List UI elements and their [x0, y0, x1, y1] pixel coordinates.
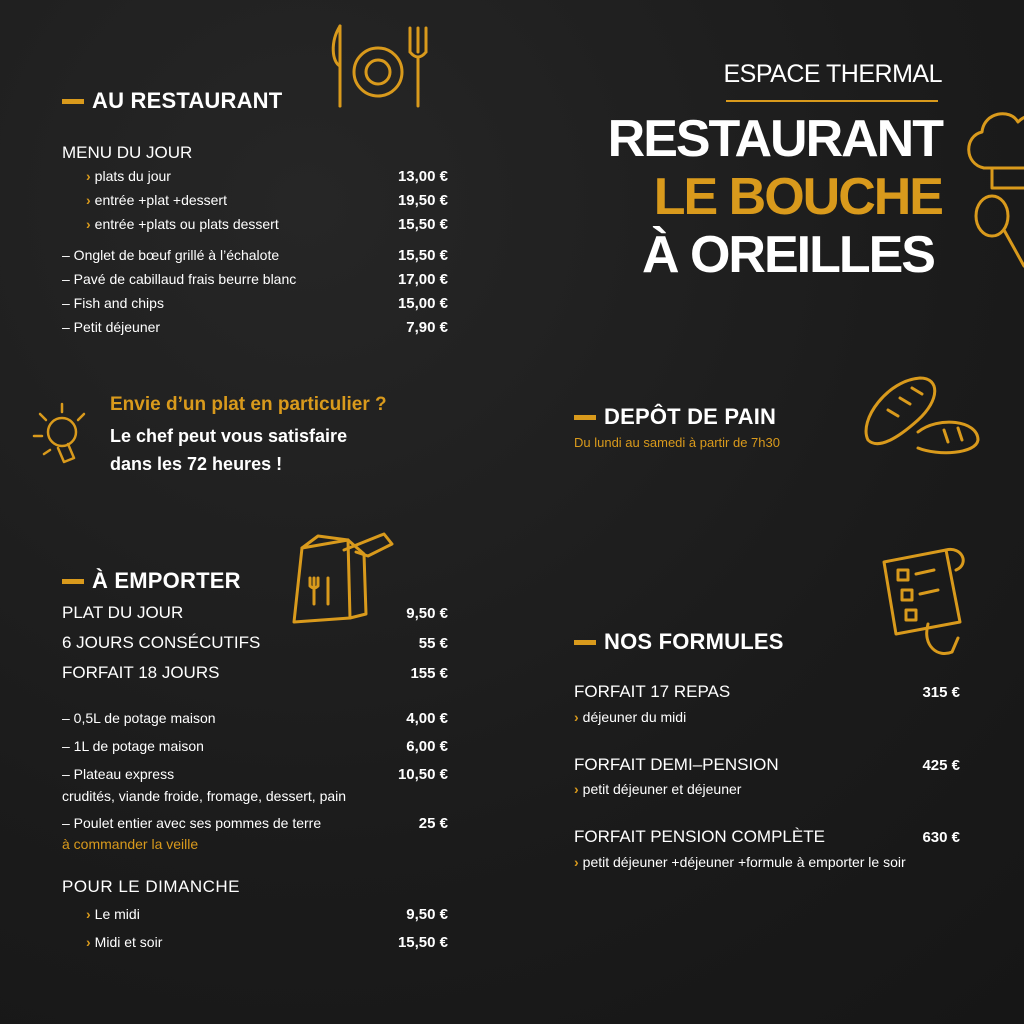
takeaway-item: – Poulet entier avec ses pommes de terre 25 €: [62, 815, 448, 832]
takeaway-plan: 6 JOURS CONSÉCUTIFS 55 €: [62, 633, 448, 652]
takeaway-section-title: À EMPORTER: [62, 568, 241, 594]
chevron-right-icon: ›: [86, 168, 91, 184]
restaurant-title-line1: RESTAURANT: [607, 110, 942, 168]
promo-headline: Envie d’un plat en particulier ?: [110, 394, 387, 415]
takeaway-item-note: crudités, viande froide, fromage, dessert, pain: [62, 788, 347, 804]
bread-section-title: DEPÔT DE PAIN: [574, 404, 776, 430]
takeaway-item-note: à commander la veille: [62, 836, 199, 852]
bread-icon: [858, 370, 982, 460]
chevron-right-icon: ›: [86, 934, 91, 950]
takeaway-item: – 1L de potage maison 6,00 €: [62, 738, 448, 755]
takeaway-item: – Plateau express 10,50 €: [62, 766, 448, 783]
takeaway-plan: PLAT DU JOUR 9,50 €: [62, 603, 448, 622]
chevron-right-icon: ›: [86, 906, 91, 922]
chevron-right-icon: ›: [86, 192, 91, 208]
dish-item: – Onglet de bœuf grillé à l’échalote 15,50 €: [62, 247, 448, 264]
cutlery-plate-icon: [326, 22, 432, 112]
chef-hat-spoon-icon: [962, 98, 1024, 278]
bread-hours: Du lundi au samedi à partir de 7h30: [574, 435, 780, 450]
header-subtitle: ESPACE THERMAL: [723, 60, 942, 88]
formula-item: FORFAIT 17 REPAS 315 €: [574, 682, 960, 701]
title-bar: [574, 640, 596, 645]
promo-line2: dans les 72 heures !: [110, 454, 283, 474]
sunday-item: › Le midi 9,50 €: [86, 906, 448, 923]
menu-item: › plats du jour 13,00 €: [86, 168, 448, 185]
restaurant-title-line2: LE BOUCHE: [653, 168, 942, 226]
chevron-right-icon: ›: [86, 216, 91, 232]
chevron-right-icon: ›: [574, 709, 579, 725]
order-list-icon: [872, 546, 972, 662]
formula-item: FORFAIT PENSION COMPLÈTE 630 €: [574, 827, 960, 846]
menu-item: › entrée +plats ou plats dessert 15,50 €: [86, 216, 448, 233]
formulas-section-title: NOS FORMULES: [574, 629, 784, 655]
title-bar: [62, 579, 84, 584]
chevron-right-icon: ›: [574, 854, 579, 870]
title-bar: [574, 415, 596, 420]
restaurant-section-title: AU RESTAURANT: [62, 88, 282, 114]
formula-detail: › petit déjeuner et déjeuner: [574, 781, 742, 797]
dish-item: – Pavé de cabillaud frais beurre blanc 17,00 €: [62, 271, 448, 288]
sunday-title: POUR LE DIMANCHE: [62, 877, 241, 896]
menu-item: › entrée +plat +dessert 19,50 €: [86, 192, 448, 209]
promo-line1: Le chef peut vous satisfaire: [110, 426, 348, 446]
lightbulb-icon: [30, 400, 90, 470]
formula-item: FORFAIT DEMI–PENSION 425 €: [574, 755, 960, 774]
menu-du-jour-title: MENU DU JOUR: [62, 143, 193, 162]
takeaway-plan: FORFAIT 18 JOURS 155 €: [62, 663, 448, 682]
title-bar: [62, 99, 84, 104]
dish-item: – Petit déjeuner 7,90 €: [62, 319, 448, 336]
takeaway-item: – 0,5L de potage maison 4,00 €: [62, 710, 448, 727]
formula-detail: › petit déjeuner +déjeuner +formule à emporter le soir: [574, 854, 906, 870]
restaurant-title-line3: À OREILLES: [641, 226, 934, 284]
sunday-item: › Midi et soir 15,50 €: [86, 934, 448, 951]
header-divider: [726, 100, 938, 102]
chevron-right-icon: ›: [574, 781, 579, 797]
dish-item: – Fish and chips 15,00 €: [62, 295, 448, 312]
formula-detail: › déjeuner du midi: [574, 709, 687, 725]
